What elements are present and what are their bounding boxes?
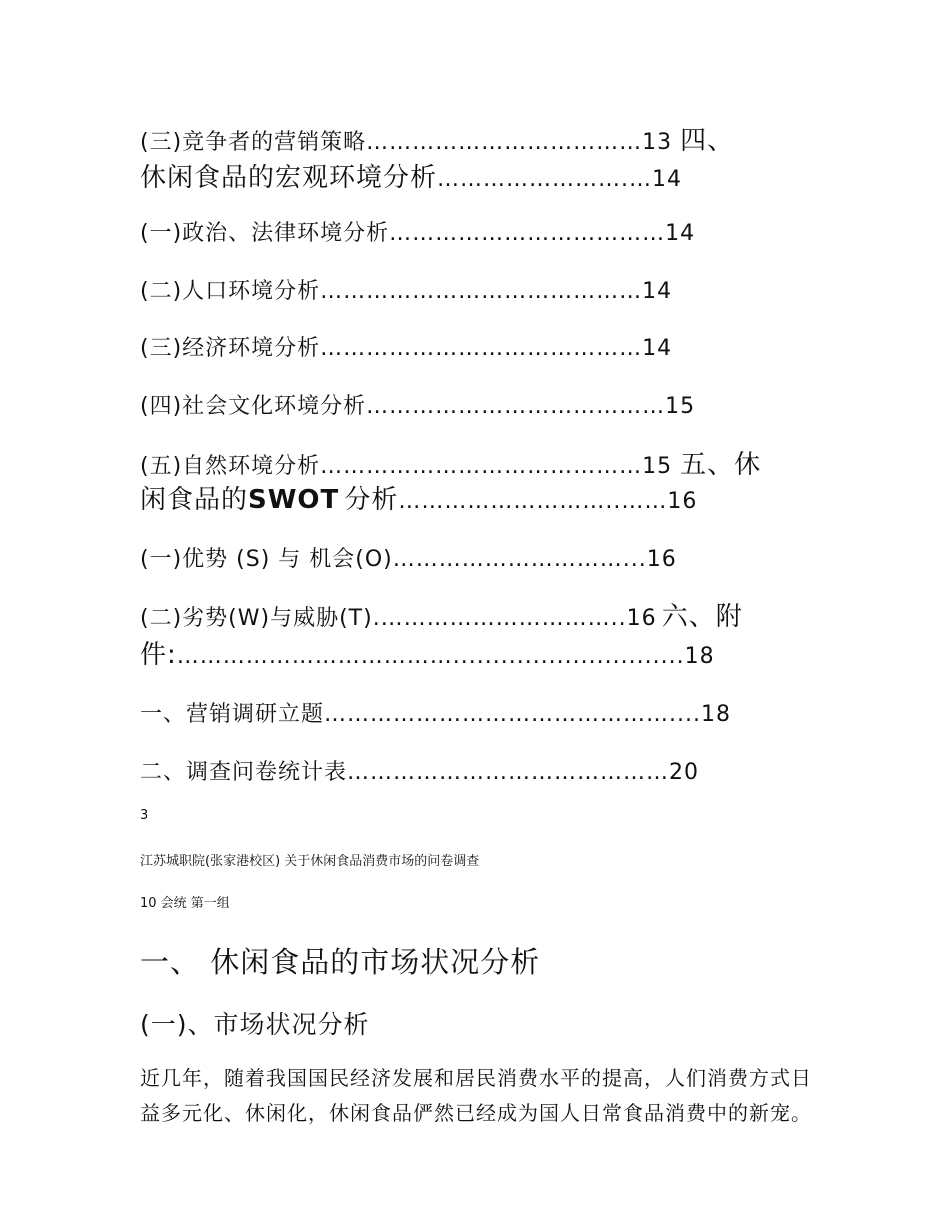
- toc-leader-swot: ………………………..……16: [398, 489, 698, 514]
- running-header-group: 10 会统 第一组: [140, 896, 230, 911]
- toc-heading-swot-a: 闲食品的: [140, 485, 249, 515]
- toc-leader-appendix: ……………………………….............................18: [176, 644, 715, 669]
- toc-line-survey-table: 二、调查问卷统计表……………………………………20: [140, 760, 699, 785]
- toc-line-strength: (一)优势 (S) 与 机会(O)…………………………...16: [140, 547, 677, 572]
- page-number: 3: [140, 808, 149, 823]
- toc-leader-macro: …………………….…14: [437, 167, 683, 192]
- paragraph-line-1: 近几年，随着我国国民经济发展和居民消费水平的提高，人们消费方式日: [140, 1066, 812, 1090]
- toc-line-political: (一)政治、法律环境分析………………………………14: [140, 221, 696, 246]
- toc-line-natural: [140, 444, 761, 481]
- toc-line-social-culture: (四)社会文化环境分析…………………………………15: [140, 394, 696, 419]
- toc-heading-appendix: 件:: [140, 640, 177, 670]
- toc-line-appendix: [140, 634, 715, 671]
- toc-line-economic: (三)经济环境分析……………………………………14: [140, 336, 673, 361]
- toc-line-swot: [140, 479, 697, 516]
- toc-entry-weakness: (二)劣势(W)与威胁(T).…………………………..16: [140, 606, 657, 631]
- toc-line-weakness: [140, 596, 743, 633]
- toc-heading-four: 四、: [680, 126, 735, 156]
- toc-heading-swot-c: 分析: [344, 485, 399, 515]
- toc-line-population: (二)人口环境分析……………………………………14: [140, 279, 673, 304]
- section-heading: 一、 休闲食品的市场状况分析: [140, 945, 541, 979]
- toc-heading-swot-b: SWOT: [248, 485, 340, 515]
- toc-heading-macro: 休闲食品的宏观环境分析: [140, 163, 438, 193]
- paragraph-line-2: 益多元化、休闲化，休闲食品俨然已经成为国人日常食品消费中的新宠。: [140, 1101, 812, 1125]
- toc-line-macro-env: [140, 157, 682, 194]
- subsection-heading: (一)、市场状况分析: [140, 1010, 370, 1039]
- running-header-title: 江苏城职院(张家港校区) 关于休闲食品消费市场的问卷调查: [140, 854, 480, 869]
- toc-entry-natural: (五)自然环境分析……………………………………15: [140, 454, 673, 479]
- toc-heading-five: 五、休: [680, 450, 762, 480]
- toc-line-competitor-strategy: [140, 120, 734, 157]
- toc-line-research-topic: 一、营销调研立题………………………………………....18: [140, 702, 731, 727]
- toc-entry-competitor: (三)竞争者的营销策略………………………………13: [140, 130, 673, 155]
- toc-heading-six: 六、附: [661, 602, 743, 632]
